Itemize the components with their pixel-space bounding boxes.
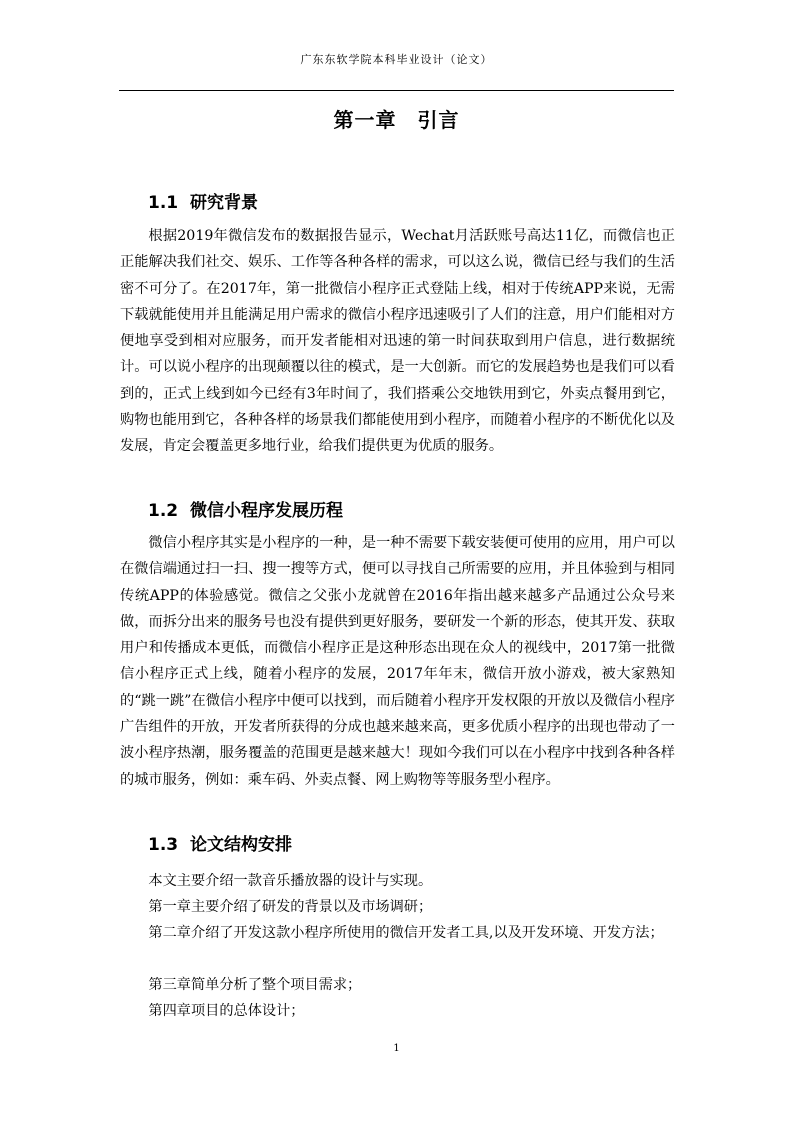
- running-header: 广东东软学院本科毕业设计（论文）: [300, 53, 493, 66]
- header-rule: [119, 90, 674, 91]
- structure-line-chapter-4: 第四章项目的总体设计；: [148, 1003, 305, 1019]
- structure-line-chapter-2: 第二章介绍了开发这款小程序所使用的微信开发者工具,以及开发环境、开发方法；: [148, 925, 664, 941]
- section-title-1-2: 1.2 微信小程序发展历程: [148, 501, 343, 521]
- page-number: 1: [393, 1043, 400, 1054]
- structure-line-intro: 本文主要介绍一款音乐播放器的设计与实现。: [148, 873, 433, 889]
- section-1-1-paragraph: 根据2019年微信发布的数据报告显示，Wechat月活跃账号高达11亿，而微信也正正能解决我们社交、娱乐、工作等各种各样的需求，可以这么说，微信已经与我们的生活密不可分了。在2017年，第一批微信小程序正式登陆上线，相对于传统APP来说，无需下载就能使用并且能满足用户需求的微信小程序迅速吸引了人们的注意，用户们能相对方便地享受到相对应服务，而开发者能相对迅速的第一时间获取到用户信息，进行数据统计。可以说小程序的出现颠覆以往的模式，是一大创新。而它的发展趋势也是我们可以看到的，正式上线到如今已经有3年时间了，我们搭乘公交地铁用到它，外卖点餐用到它，购物也能用到它，各种各样的场景我们都能使用到小程序，而随着小程序的不断优化以及发展，肯定会覆盖更多地行业，给我们提供更为优质的服务。: [120, 228, 675, 455]
- section-1-2-paragraph: 微信小程序其实是小程序的一种，是一种不需要下载安装便可使用的应用，用户可以在微信端通过扫一扫、搜一搜等方式，便可以寻找自己所需要的应用，并且体验到与相同传统APP的体验感觉。微信之父张小龙就曾在2016年指出越来越多产品通过公众号来做，而拆分出来的服务号也没有提供到更好服务，要研发一个新的形态，使其开发、获取用户和传播成本更低，而微信小程序正是这种形态出现在众人的视线中，2017第一批微信小程序正式上线，随着小程序的发展，2017年年末，微信开放小游戏，被大家熟知的“跳一跳”在微信小程序中便可以找到，而后随着小程序开发权限的开放以及微信小程序广告组件的开放，开发者所获得的分成也越来越来高，更多优质小程序的出现也带动了一波小程序热潮，服务覆盖的范围更是越来越大！现如今我们可以在小程序中找到各种各样的城市服务，例如：乘车码、外卖点餐、网上购物等等服务型小程序。: [120, 535, 675, 788]
- structure-line-chapter-1: 第一章主要介绍了研发的背景以及市场调研；: [148, 899, 433, 915]
- structure-line-chapter-3: 第三章简单分析了整个项目需求；: [148, 977, 362, 993]
- chapter-title: 第一章 引言: [333, 108, 460, 132]
- section-title-1-1: 1.1 研究背景: [148, 193, 258, 213]
- section-title-1-3: 1.3 论文结构安排: [148, 835, 292, 855]
